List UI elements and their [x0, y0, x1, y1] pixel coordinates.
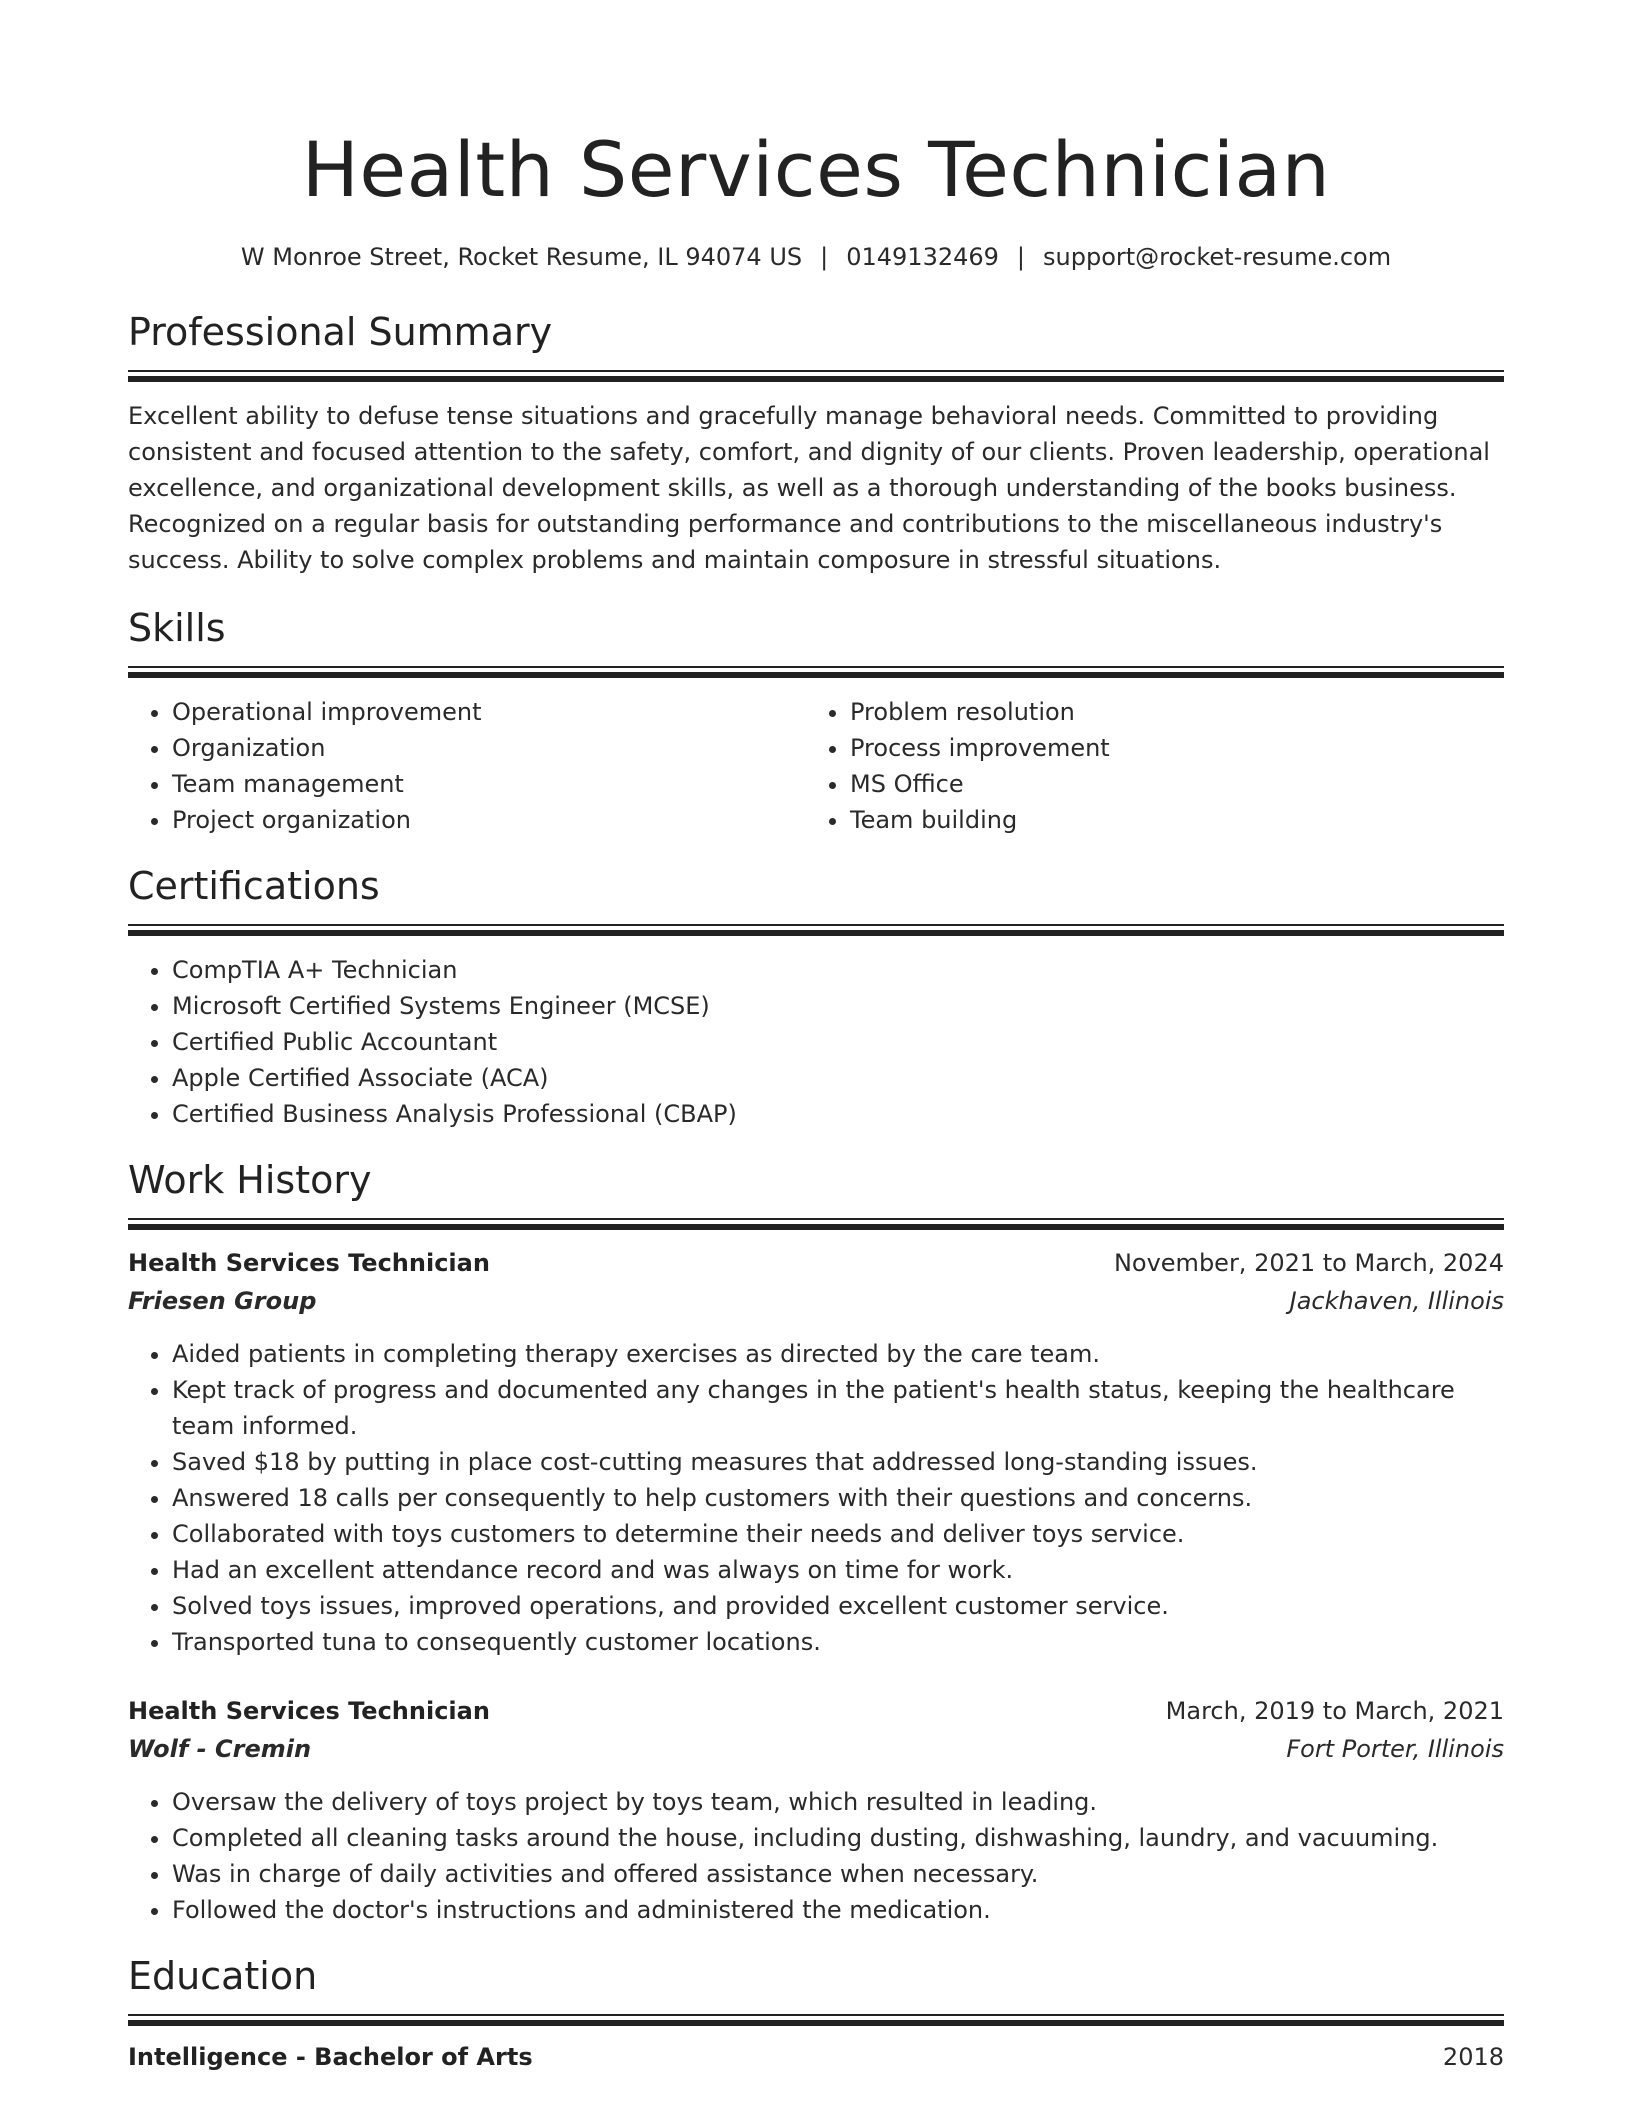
- job-bullets: [128, 1784, 1504, 1928]
- job-bullet: • Had an excellent attendance record and was always on time for work.: [172, 1552, 1504, 1588]
- skill-item: • Problem resolution: [850, 694, 1504, 730]
- summary-section: [128, 308, 1504, 578]
- job-header-row: [128, 1692, 1504, 1730]
- contact-phone: 0149132469: [846, 243, 999, 271]
- section-divider: [128, 666, 1504, 678]
- job-title: Health Services Technician: [128, 1697, 490, 1725]
- job-location: Jackhaven, Illinois: [1289, 1287, 1504, 1315]
- job-subheader-row: [128, 1282, 1504, 1320]
- skill-item: • Team management: [172, 766, 806, 802]
- section-divider: [128, 2014, 1504, 2026]
- job-dates: November, 2021 to March, 2024: [1113, 1249, 1504, 1277]
- work-history-section: [128, 1156, 1504, 1928]
- job-bullet: • Followed the doctor's instructions and administered the medication.: [172, 1892, 1504, 1928]
- certification-item: • Certified Public Accountant: [172, 1024, 1504, 1060]
- education-section: [128, 1952, 1504, 2076]
- section-title-work-history: Work History: [128, 1158, 372, 1202]
- education-year: 2018: [1442, 2043, 1504, 2071]
- summary-text: Excellent ability to defuse tense situations and gracefully manage behavioral needs. Committed to providing consistent and focused attention to the safety, comfort, and dignity of our clients. Proven leadership, operational excellence, and organizational development skills, as well as a thorough understanding of the books business. Recognized on a regular basis for outstanding performance and contributions to the miscellaneous industry's success. Ability to solve complex problems and maintain composure in stressful situations.: [128, 402, 1490, 574]
- certification-item: • Apple Certified Associate (ACA): [172, 1060, 1504, 1096]
- section-divider: [128, 924, 1504, 936]
- job-entry: [128, 1692, 1504, 1928]
- skills-grid: [128, 694, 1504, 838]
- skill-item: • MS Office: [850, 766, 1504, 802]
- education-row: [128, 2038, 1504, 2076]
- job-bullet: • Was in charge of daily activities and offered assistance when necessary.: [172, 1856, 1504, 1892]
- section-title-summary: Professional Summary: [128, 310, 553, 354]
- skills-list-left: [128, 694, 806, 838]
- job-bullet: • Completed all cleaning tasks around the house, including dusting, dishwashing, laundry, and vacuuming.: [172, 1820, 1504, 1856]
- resume-page: [128, 0, 1504, 2076]
- section-divider: [128, 1218, 1504, 1230]
- skill-item: • Operational improvement: [172, 694, 806, 730]
- job-bullets: [128, 1336, 1504, 1660]
- job-bullet: • Oversaw the delivery of toys project by toys team, which resulted in leading.: [172, 1784, 1504, 1820]
- resume-name: Health Services Technician: [301, 125, 1331, 214]
- education-degree: Intelligence - Bachelor of Arts: [128, 2043, 533, 2071]
- contact-line: [128, 240, 1504, 274]
- skill-item: • Team building: [850, 802, 1504, 838]
- contact-separator: |: [1016, 243, 1026, 271]
- certification-item: • Certified Business Analysis Professional (CBAP): [172, 1096, 1504, 1132]
- certifications-list: [128, 952, 1504, 1132]
- contact-email: support@rocket-resume.com: [1043, 243, 1392, 271]
- contact-address: W Monroe Street, Rocket Resume, IL 94074 US: [240, 243, 803, 271]
- certification-item: • CompTIA A+ Technician: [172, 952, 1504, 988]
- job-header-row: [128, 1244, 1504, 1282]
- job-dates: March, 2019 to March, 2021: [1165, 1697, 1504, 1725]
- job-subheader-row: [128, 1730, 1504, 1768]
- job-bullet: • Kept track of progress and documented any changes in the patient's health status, keeping the healthcare team informed.: [172, 1372, 1504, 1444]
- job-company: Friesen Group: [128, 1287, 317, 1315]
- job-bullet: • Aided patients in completing therapy exercises as directed by the care team.: [172, 1336, 1504, 1372]
- contact-separator: |: [820, 243, 829, 271]
- skills-section: [128, 604, 1504, 838]
- job-bullet: • Answered 18 calls per consequently to help customers with their questions and concerns.: [172, 1480, 1504, 1516]
- skills-list-right: [806, 694, 1504, 838]
- job-bullet: • Transported tuna to consequently customer locations.: [172, 1624, 1504, 1660]
- skill-item: • Process improvement: [850, 730, 1504, 766]
- section-title-skills: Skills: [128, 606, 226, 650]
- section-divider: [128, 370, 1504, 382]
- certifications-section: [128, 862, 1504, 1132]
- job-bullet: • Solved toys issues, improved operations, and provided excellent customer service.: [172, 1588, 1504, 1624]
- job-bullet: • Saved $18 by putting in place cost-cutting measures that addressed long-standing issues.: [172, 1444, 1504, 1480]
- job-location: Fort Porter, Illinois: [1286, 1735, 1504, 1763]
- job-title: Health Services Technician: [128, 1249, 490, 1277]
- job-bullet: • Collaborated with toys customers to determine their needs and deliver toys service.: [172, 1516, 1504, 1552]
- job-company: Wolf - Cremin: [128, 1735, 312, 1763]
- skill-item: • Project organization: [172, 802, 806, 838]
- skill-item: • Organization: [172, 730, 806, 766]
- section-title-certifications: Certifications: [128, 864, 380, 908]
- certification-item: • Microsoft Certified Systems Engineer (MCSE): [172, 988, 1504, 1024]
- job-entry: [128, 1244, 1504, 1660]
- section-title-education: Education: [128, 1954, 318, 1998]
